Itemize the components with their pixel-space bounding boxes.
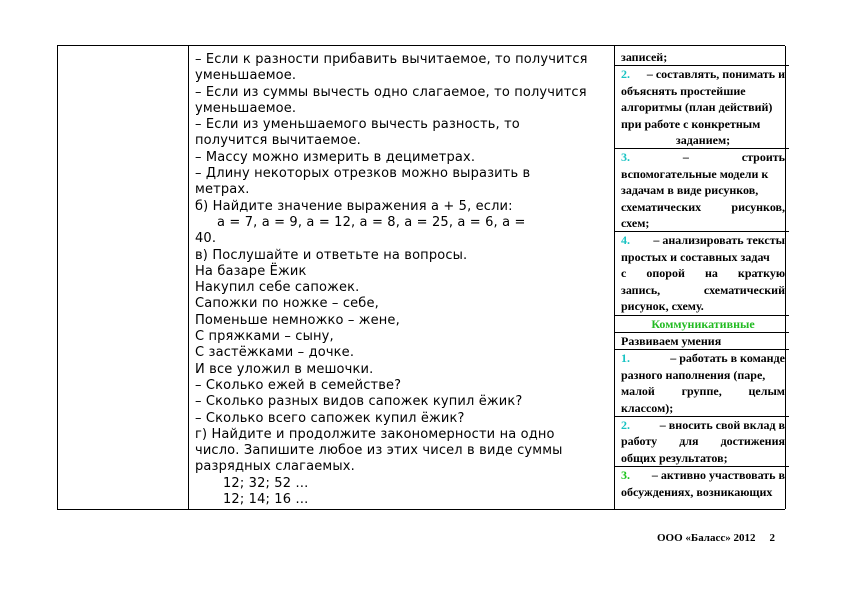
text-line: 40. — [195, 231, 217, 247]
text-line: вспомогательные модели к — [621, 166, 769, 181]
page-number: 2 — [769, 532, 775, 544]
task-text-column — [195, 52, 615, 508]
text-line: – составлять, понимать и — [646, 67, 785, 82]
skills-column — [621, 49, 785, 500]
text-line: заданием; — [675, 133, 731, 148]
text-line: – Массу можно измерить в дециметрах. — [195, 149, 476, 165]
text-line: запись, — [621, 282, 661, 297]
poem-line: И все уложил в мешочки. — [195, 361, 374, 377]
poem-line: Накупил себе сапожек. — [195, 280, 360, 296]
text-line: – вносить свой вклад в — [659, 417, 785, 432]
item-number: 3. — [621, 468, 630, 483]
text-line: в) Послушайте и ответьте на вопросы. — [195, 247, 468, 263]
section-heading: Коммуникативные — [651, 316, 755, 331]
text-line: – Если из суммы вычесть одно слагаемое, то получится — [195, 84, 587, 100]
text-line: на — [704, 266, 718, 281]
question-line: – Сколько разных видов сапожек купил ёжик? — [195, 394, 523, 410]
text-line: г) Найдите и продолжите закономерности на одно — [195, 426, 555, 442]
text-line: обсуждениях, возникающих — [621, 484, 773, 499]
poem-line: Поменьше немножко – жене, — [195, 312, 400, 328]
text-line: – работать в команде — [670, 351, 785, 366]
section-subheading: Развиваем умения — [621, 333, 722, 348]
text-line: число. Запишите любое из этих чисел в виде суммы — [195, 443, 563, 459]
item-number: 2. — [621, 67, 630, 82]
text-line: рисунков, — [731, 199, 785, 214]
table-right-border — [785, 46, 786, 509]
column-divider — [188, 46, 189, 509]
content-table — [57, 45, 785, 510]
page-footer — [657, 532, 775, 544]
text-line: метрах. — [195, 182, 250, 198]
item-number: 3. — [621, 150, 630, 165]
text-line: малой — [621, 384, 655, 399]
question-line: – Сколько ежей в семействе? — [195, 377, 402, 393]
text-line: – анализировать тексты — [653, 233, 785, 248]
text-line: опорой — [646, 266, 685, 281]
item-number: 1. — [621, 351, 630, 366]
poem-line: С застёжками – дочке. — [195, 345, 355, 361]
text-line: разрядных слагаемых. — [195, 459, 355, 475]
poem-line: С пряжками – сыну, — [195, 329, 334, 345]
text-line: – Если из уменьшаемого вычесть разность, то — [195, 117, 520, 133]
number-sequence: 12; 32; 52 … — [223, 475, 309, 491]
item-number: 4. — [621, 233, 630, 248]
text-line: с — [621, 266, 627, 281]
text-line: – Длину некоторых отрезков можно выразить в — [195, 166, 531, 182]
text-line: алгоритмы (план действий) — [621, 100, 773, 115]
text-line: задачам в виде рисунков, — [621, 183, 759, 198]
text-line: записей; — [621, 50, 668, 64]
text-line: рисунок, схему. — [621, 299, 704, 314]
text-line: схем; — [621, 216, 650, 231]
text-line: классом); — [621, 400, 674, 415]
item-number: 2. — [621, 417, 630, 432]
text-line: целым — [748, 384, 785, 399]
text-line: уменьшаемое. — [195, 100, 297, 116]
text-line: работу — [621, 434, 658, 449]
text-line: краткую — [737, 266, 785, 281]
text-line: достижения — [720, 434, 785, 449]
text-line: общих результатов; — [621, 450, 728, 465]
text-line: группе, — [681, 384, 722, 399]
text-line: – — [682, 150, 689, 165]
text-line: уменьшаемое. — [195, 68, 297, 84]
text-line: получится вычитаемое. — [195, 133, 361, 149]
text-line: а = 7, а = 9, а = 12, а = 8, а = 25, а = 6, а = — [217, 214, 526, 230]
text-line: объяснять простейшие — [621, 83, 746, 98]
text-line: для — [679, 434, 699, 449]
question-line: – Сколько всего сапожек купил ёжик? — [195, 410, 465, 426]
text-line: при работе с конкретным — [621, 116, 761, 131]
text-line: строить — [741, 150, 785, 165]
poem-line: На базаре Ёжик — [195, 263, 307, 279]
text-line: – Если к разности прибавить вычитаемое, то получится — [195, 52, 588, 67]
text-line: б) Найдите значение выражения а + 5, если: — [195, 198, 513, 214]
text-line: – активно участвовать в — [651, 468, 785, 483]
text-line: схематических — [621, 199, 702, 214]
number-sequence: 12; 14; 16 … — [223, 492, 309, 508]
text-line: простых и составных задач — [621, 249, 770, 264]
text-line: схематический — [703, 282, 785, 297]
poem-line: Сапожки по ножке – себе, — [195, 296, 379, 312]
text-line: разного наполнения (паре, — [621, 367, 766, 382]
footer-company: ООО «Баласс» 2012 — [657, 532, 756, 544]
